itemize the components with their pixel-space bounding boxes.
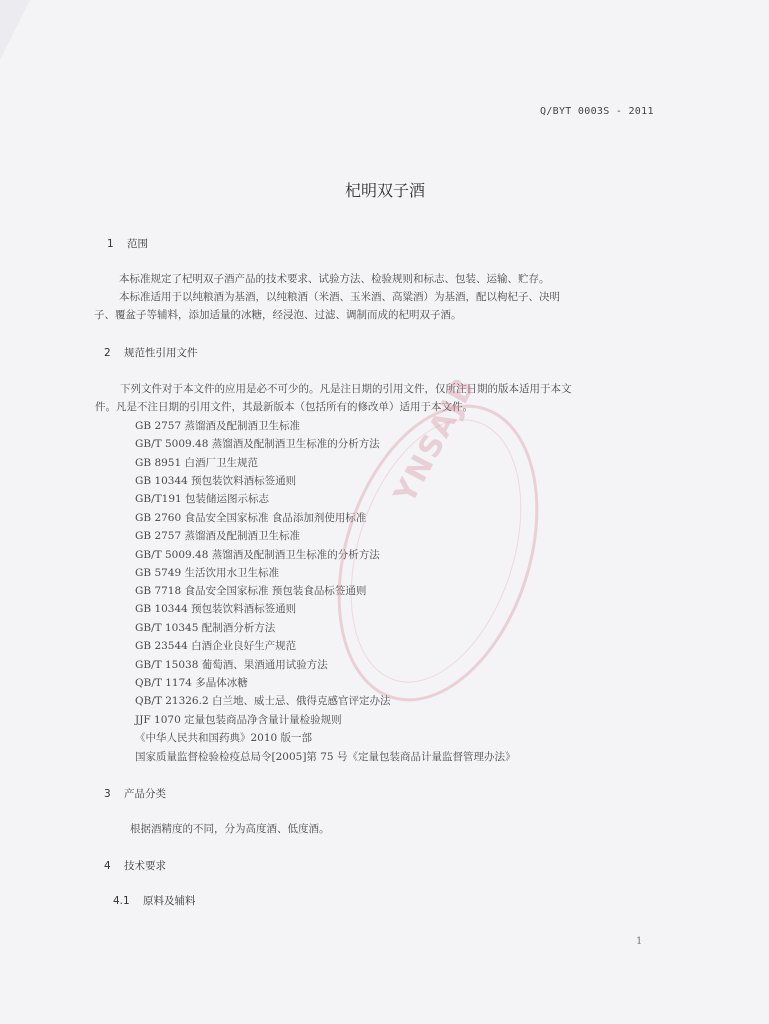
subsection-4-1-heading: [113, 893, 196, 908]
reference-item: GB 7718 食品安全国家标准 预包装食品标签通则: [135, 585, 367, 597]
page-number: 1: [636, 936, 643, 947]
reference-item: GB 5749 生活饮用水卫生标准: [135, 567, 280, 579]
normative-intro-b: 件。凡是不注日期的引用文件，其最新版本（包括所有的修改单）适用于本文件。: [95, 401, 473, 413]
reference-item: GB/T 5009.48 蒸馏酒及配制酒卫生标准的分析方法: [135, 438, 380, 450]
section-number: 1: [107, 238, 114, 250]
section-number: 4: [104, 860, 111, 872]
reference-item: GB 8951 白酒厂卫生规范: [135, 457, 259, 469]
reference-item: JJF 1070 定量包装商品净含量计量检验规则: [135, 714, 342, 726]
scope-paragraph-1: 本标准规定了杞明双子酒产品的技术要求、试验方法、检验规则和标志、包装、运输、贮存。: [119, 273, 550, 285]
reference-item: GB 10344 预包装饮料酒标签通则: [135, 603, 297, 615]
section-title: 产品分类: [124, 788, 166, 800]
section-title: 规范性引用文件: [124, 347, 198, 359]
section-2-heading: [104, 345, 198, 360]
reference-item: GB/T 5009.48 蒸馏酒及配制酒卫生标准的分析方法: [135, 549, 380, 561]
reference-item: 《中华人民共和国药典》2010 版一部: [135, 732, 313, 744]
section-4-heading: [104, 858, 166, 873]
section-title: 技术要求: [124, 860, 166, 872]
section-title: 范围: [127, 238, 148, 250]
section-number: 2: [104, 347, 111, 359]
reference-item: GB 2760 食品安全国家标准 食品添加剂使用标准: [135, 512, 367, 524]
normative-intro-a: 下列文件对于本文件的应用是必不可少的。凡是注日期的引用文件，仅所注日期的版本适用于本文: [120, 383, 572, 395]
subsection-title: 原料及辅料: [143, 895, 196, 907]
reference-item: GB 10344 预包装饮料酒标签通则: [135, 475, 297, 487]
reference-item: GB/T191 包装储运图示标志: [135, 493, 270, 505]
section-1-heading: [107, 236, 148, 251]
reference-item: 国家质量监督检验检疫总局令[2005]第 75 号《定量包装商品计量监督管理办法》: [135, 751, 516, 763]
document-title: 杞明双子酒: [344, 181, 425, 200]
scope-paragraph-2a: 本标准适用于以纯粮酒为基酒，以纯粮酒（米酒、玉米酒、高粱酒）为基酒，配以枸杞子、决明: [119, 291, 560, 303]
reference-item: GB 23544 白酒企业良好生产规范: [135, 640, 297, 652]
section-3-heading: [104, 786, 166, 801]
reference-item: GB 2757 蒸馏酒及配制酒卫生标准: [135, 530, 301, 542]
classification-paragraph: 根据酒精度的不同，分为高度酒、低度酒。: [130, 823, 330, 835]
reference-item: GB 2757 蒸馏酒及配制酒卫生标准: [135, 420, 301, 432]
scope-paragraph-2b: 子、覆盆子等辅料，添加适量的冰糖，经浸泡、过滤、调制而成的杞明双子酒。: [94, 309, 462, 321]
reference-item: GB/T 10345 配制酒分析方法: [135, 622, 276, 634]
subsection-number: 4.1: [113, 895, 130, 907]
standard-code: Q/BYT 0003S - 2011: [540, 106, 654, 117]
reference-item: QB/T 21326.2 白兰地、威士忌、俄得克感官评定办法: [135, 695, 391, 707]
section-number: 3: [104, 788, 111, 800]
reference-item: QB/T 1174 多晶体冰糖: [135, 677, 248, 689]
reference-item: GB/T 15038 葡萄酒、果酒通用试验方法: [135, 659, 328, 671]
